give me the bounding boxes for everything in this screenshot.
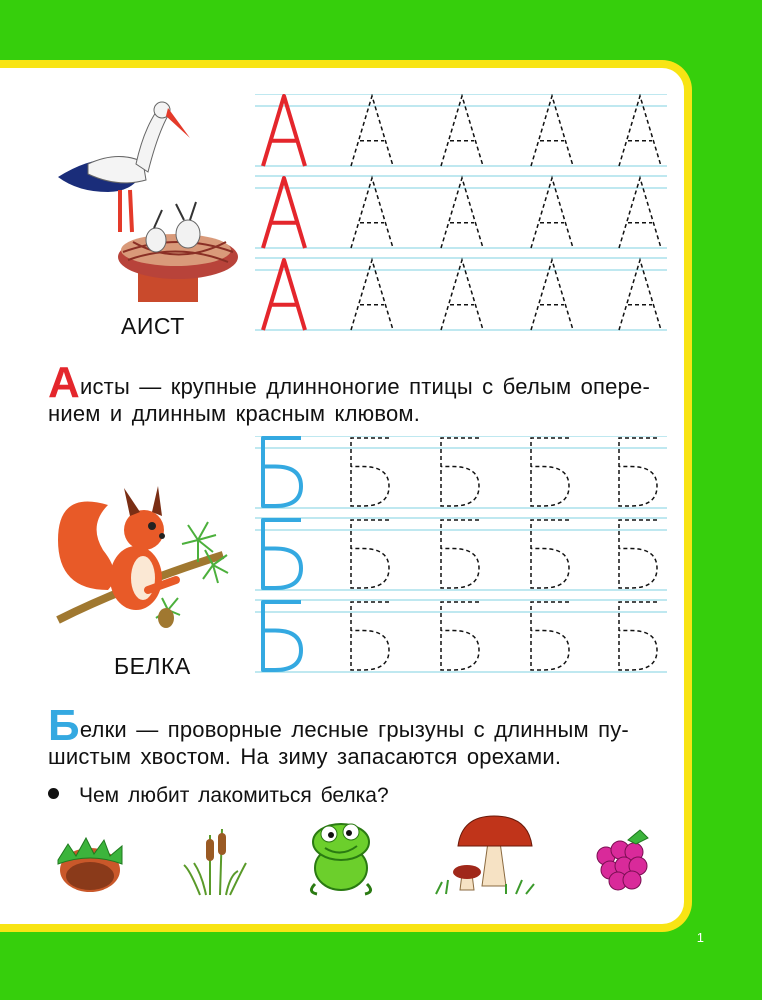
frog-icon[interactable] — [305, 818, 377, 898]
letter-b-tracing-grid — [255, 436, 667, 676]
squirrel-description — [48, 701, 668, 770]
squirrel-caption: БЕЛКА — [114, 653, 191, 679]
raspberry-icon[interactable] — [588, 826, 660, 892]
dropcap-b: Б — [48, 701, 80, 750]
stork-illustration — [48, 92, 243, 302]
stork-description-line2: нием и длинным красным клювом. — [48, 401, 421, 426]
squirrel-illustration — [48, 480, 233, 640]
squirrel-description-line2: шистым хвостом. На зиму запасаются орехами. — [48, 744, 562, 769]
stork-description-line1: исты — крупные длинноногие птицы с белым опере- — [79, 374, 651, 399]
bullet-icon — [48, 788, 59, 799]
hazelnut-icon[interactable] — [50, 830, 130, 895]
stork-description — [48, 358, 668, 427]
mushrooms-icon[interactable] — [432, 812, 537, 897]
squirrel-description-line1: елки — проворные лесные грызуны с длинным пу- — [79, 717, 629, 742]
question-text: Чем любит лакомиться белка? — [79, 784, 389, 807]
letter-a-tracing-grid — [255, 94, 667, 334]
cattail-reed-icon[interactable] — [180, 815, 250, 897]
stork-caption: АИСТ — [121, 313, 185, 339]
page-number: 1 — [696, 930, 704, 945]
question — [48, 784, 389, 808]
dropcap-a: А — [48, 358, 80, 407]
